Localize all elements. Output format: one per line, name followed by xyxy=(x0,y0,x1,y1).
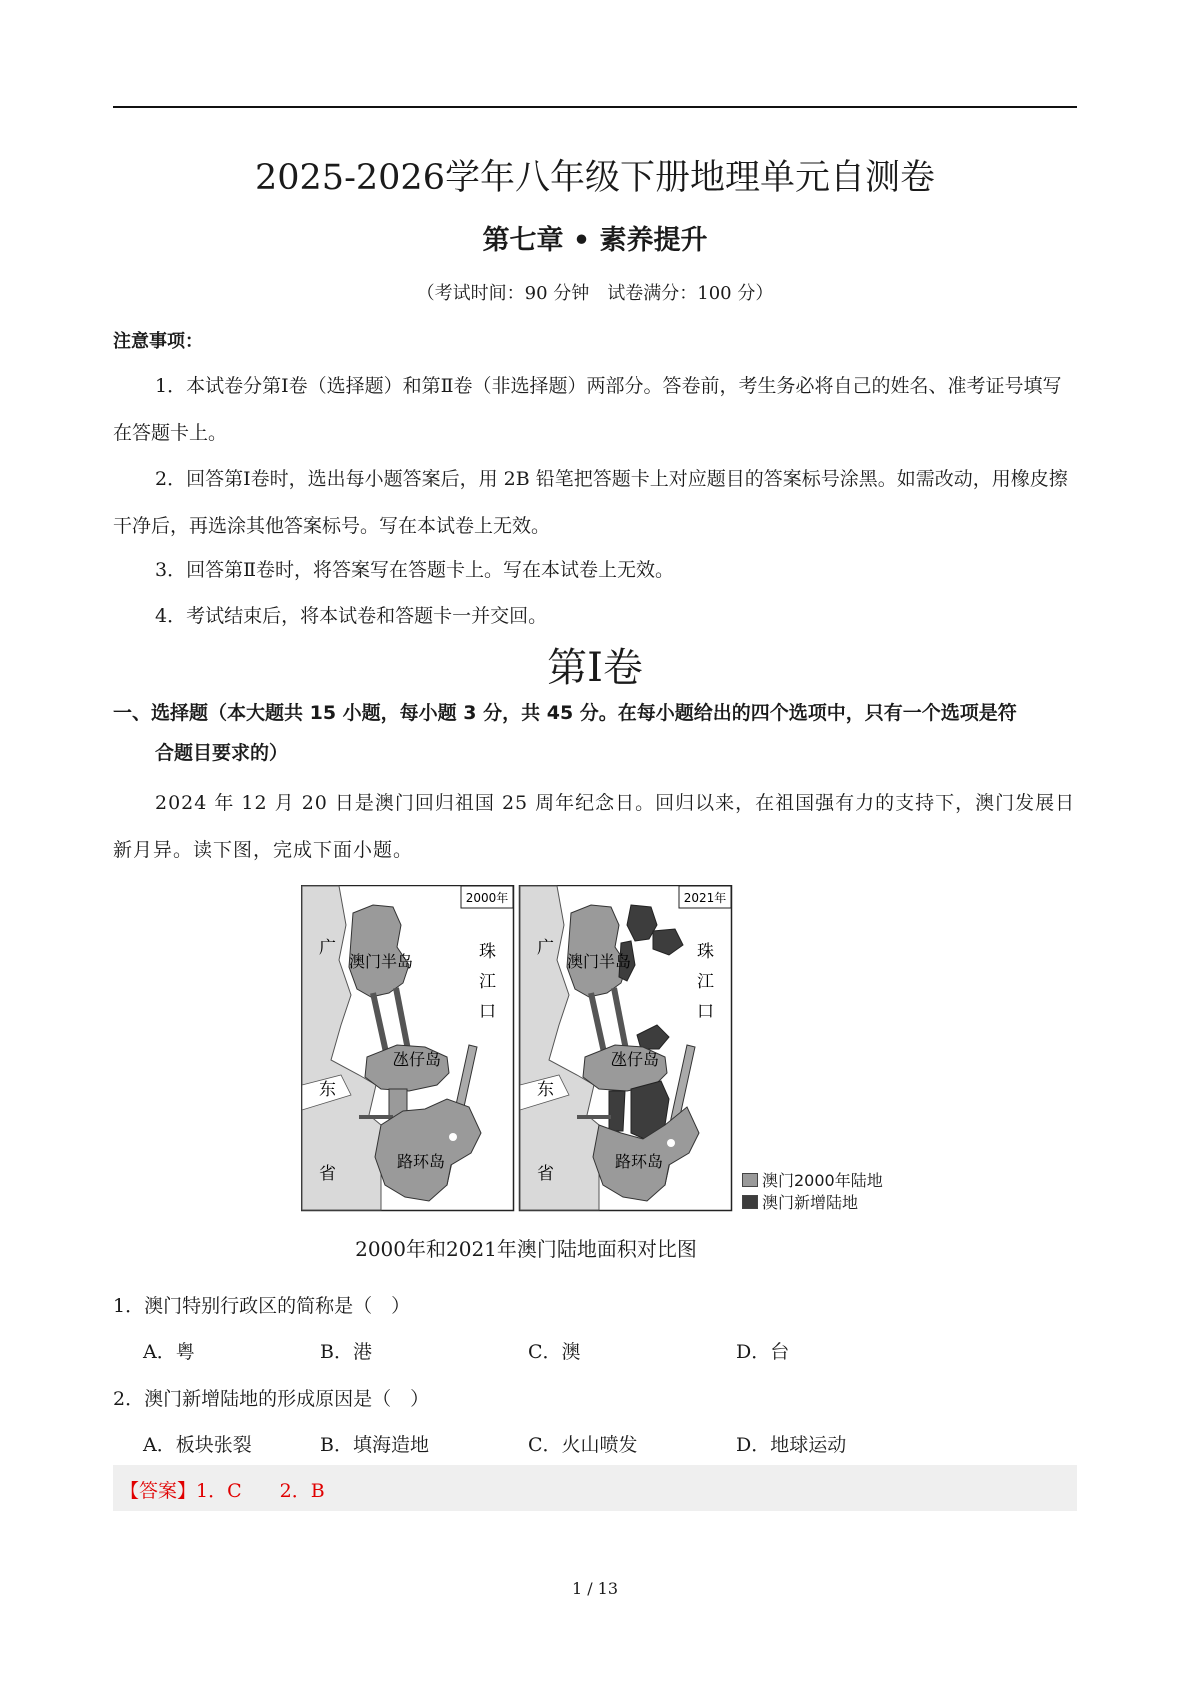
map-legend xyxy=(742,1170,883,1214)
question-1-option-d[interactable]: D．台 xyxy=(736,1341,790,1363)
legend-item xyxy=(742,1192,883,1214)
section-heading-line1: 一、选择题（本大题共 15 小题，每小题 3 分，共 45 分。在每小题给出的四个选项中，只有一个选项是符 xyxy=(113,702,1017,724)
section-heading-line2: 合题目要求的） xyxy=(155,742,289,764)
question-2-option-a[interactable]: A．板块张裂 xyxy=(143,1434,252,1456)
question-1-stem: 1．澳门特别行政区的简称是（ ） xyxy=(113,1295,411,1317)
question-2-option-c[interactable]: C．火山喷发 xyxy=(528,1434,638,1456)
label-jiang: 江 xyxy=(479,972,496,992)
question-2-stem: 2．澳门新增陆地的形成原因是（ ） xyxy=(113,1388,430,1410)
label-dong: 东 xyxy=(319,1080,336,1100)
legend-swatch-old-land xyxy=(742,1173,758,1187)
notice-heading: 注意事项： xyxy=(113,331,203,352)
exam-info: （考试时间：90 分钟 试卷满分：100 分） xyxy=(416,283,774,304)
label-macau-peninsula: 澳门半岛 xyxy=(567,952,632,971)
question-1-option-b[interactable]: B．港 xyxy=(320,1341,372,1363)
reading-material-text: 2024 年 12 月 20 日是澳门回归祖国 25 周年纪念日。回归以来，在祖国强有力的支持下，澳门发展日新月异。读下图，完成下面小题。 xyxy=(113,792,1076,861)
question-2-option-b[interactable]: B．填海造地 xyxy=(320,1434,429,1456)
legend-label-old-land: 澳门2000年陆地 xyxy=(762,1171,883,1190)
notice-item-1: 1．本试卷分第Ⅰ卷（选择题）和第Ⅱ卷（非选择题）两部分。答卷前，考生务必将自己的姓名、准考证号填写在答题卡上。 xyxy=(113,375,1062,444)
label-guang: 广 xyxy=(537,938,554,958)
figure-caption: 2000年和2021年澳门陆地面积对比图 xyxy=(355,1237,697,1261)
notice-item xyxy=(113,456,1077,550)
map-2021-year: 2021年 xyxy=(683,891,727,905)
label-coloane: 路环岛 xyxy=(397,1152,446,1171)
label-sheng: 省 xyxy=(319,1164,336,1184)
map-2000 xyxy=(302,886,514,1211)
page-number: 1 / 13 xyxy=(571,1579,619,1598)
notice-item-3: 3．回答第Ⅱ卷时，将答案写在答题卡上。写在本试卷上无效。 xyxy=(155,559,675,581)
label-jiang: 江 xyxy=(697,972,714,992)
top-rule xyxy=(113,106,1077,108)
label-kou: 口 xyxy=(479,1002,496,1022)
label-zhu: 珠 xyxy=(479,942,496,962)
page-title: 2025-2026学年八年级下册地理单元自测卷 xyxy=(255,158,935,198)
label-taipa: 氹仔岛 xyxy=(393,1050,442,1069)
label-taipa: 氹仔岛 xyxy=(611,1050,660,1069)
question-2-option-d[interactable]: D．地球运动 xyxy=(736,1434,847,1456)
question-1-option-a[interactable]: A．粤 xyxy=(143,1341,195,1363)
macau-land-comparison-maps xyxy=(301,885,733,1213)
answer-text: 【答案】1．C 2．B xyxy=(120,1480,325,1502)
notice-item-4: 4．考试结束后，将本试卷和答题卡一并交回。 xyxy=(155,605,548,627)
label-dong: 东 xyxy=(537,1080,554,1100)
label-zhu: 珠 xyxy=(697,942,714,962)
label-kou: 口 xyxy=(697,1002,714,1022)
reading-material xyxy=(113,780,1077,874)
label-coloane: 路环岛 xyxy=(615,1152,664,1171)
question-1-option-c[interactable]: C．澳 xyxy=(528,1341,581,1363)
page-subtitle: 第七章 • 素养提升 xyxy=(482,225,708,256)
section-heading xyxy=(113,693,1077,773)
legend-label-new-land: 澳门新增陆地 xyxy=(762,1193,859,1212)
label-macau-peninsula: 澳门半岛 xyxy=(349,952,414,971)
legend-swatch-new-land xyxy=(742,1195,758,1209)
label-sheng: 省 xyxy=(537,1164,554,1184)
map-2021 xyxy=(520,886,732,1211)
volume-title: 第Ⅰ卷 xyxy=(547,645,643,691)
map-2000-year: 2000年 xyxy=(465,891,509,905)
notice-item-2: 2．回答第Ⅰ卷时，选出每小题答案后，用 2B 铅笔把答题卡上对应题目的答案标号涂黑。如需改动，用橡皮擦干净后，再选涂其他答案标号。写在本试卷上无效。 xyxy=(113,468,1068,537)
notice-item xyxy=(113,363,1077,457)
legend-item xyxy=(742,1170,883,1192)
label-guang: 广 xyxy=(319,938,336,958)
